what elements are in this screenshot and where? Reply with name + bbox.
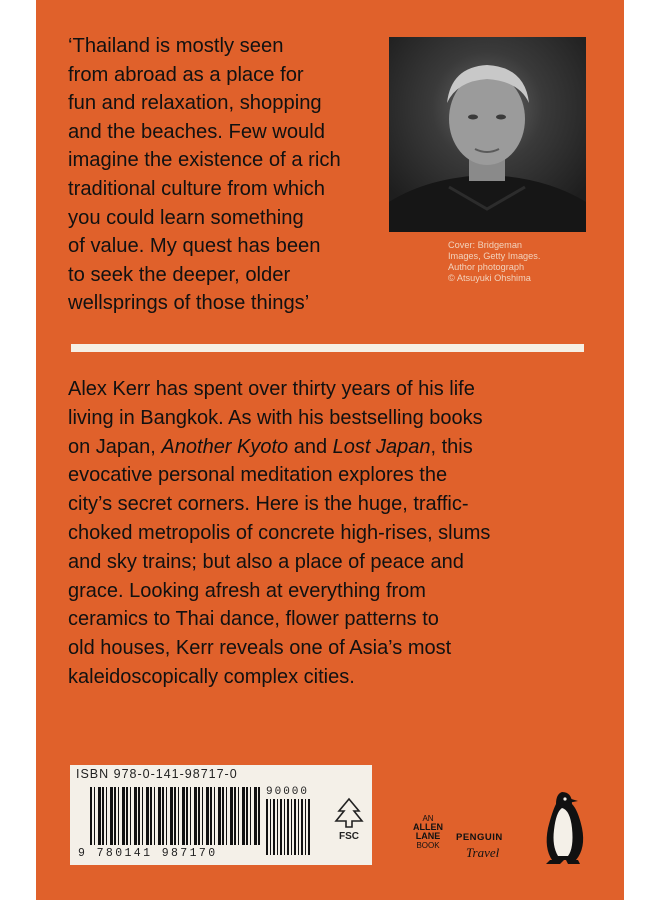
credit-line: Author photograph	[448, 262, 525, 272]
credit-line: Cover: Bridgeman	[448, 240, 523, 250]
blurb-text: , this	[430, 435, 473, 458]
quote-line: from abroad as a place for	[68, 63, 304, 86]
image-credits	[448, 240, 588, 284]
barcode-panel	[70, 765, 372, 865]
travel-series-label: Travel	[466, 845, 500, 860]
blurb-line: old houses, Kerr reveals one of Asia’s most	[68, 637, 452, 660]
allen-lane-imprint	[412, 814, 444, 850]
barcode-bars	[90, 787, 260, 845]
quote-line: of value. My quest has been	[68, 235, 321, 258]
blurb-line: city’s secret corners. Here is the huge, traffic-	[68, 493, 469, 516]
author-portrait-image	[389, 37, 586, 232]
blurb-text: and	[288, 435, 333, 458]
book-description	[68, 375, 598, 692]
price-code-bars	[266, 799, 312, 855]
book-title-another-kyoto: Another Kyoto	[161, 435, 289, 458]
imprint-allen: ALLEN	[413, 822, 443, 832]
blurb-line: Alex Kerr has spent over thirty years of his life	[68, 378, 475, 400]
imprint-lane: LANE	[415, 831, 441, 841]
blurb-line: choked metropolis of concrete high-rises, slums	[68, 521, 491, 544]
author-photo	[389, 37, 586, 232]
book-title-lost-japan: Lost Japan	[332, 435, 431, 458]
pull-quote	[68, 32, 388, 318]
quote-line: imagine the existence of a rich	[68, 149, 341, 172]
fsc-logo-icon	[332, 797, 366, 841]
divider-rule	[71, 344, 584, 352]
penguin-logo-icon	[540, 788, 588, 866]
quote-line: and the beaches. Few would	[68, 120, 325, 143]
book-back-cover	[36, 0, 624, 900]
quote-line: fun and relaxation, shopping	[68, 92, 322, 115]
quote-line: wellsprings of those things’	[68, 292, 310, 315]
fsc-label: FSC	[339, 831, 359, 841]
blurb-line: grace. Looking afresh at everything from	[68, 579, 426, 602]
blurb-line: and sky trains; but also a place of peace and	[68, 550, 464, 573]
credit-line: © Atsuyuki Ohshima	[448, 273, 531, 283]
blurb-text: on Japan,	[68, 435, 162, 458]
credit-line: Images, Getty Images.	[448, 251, 541, 261]
blurb-line: ceramics to Thai dance, flower patterns to	[68, 608, 439, 631]
imprint-book: BOOK	[416, 841, 440, 850]
isbn-label: ISBN 978-0-141-98717-0	[76, 767, 238, 781]
blurb-line: evocative personal meditation explores the	[68, 464, 448, 487]
quote-line: ‘Thailand is mostly seen	[68, 35, 284, 57]
quote-line: traditional culture from which	[68, 177, 325, 200]
quote-line: to seek the deeper, older	[68, 263, 291, 286]
penguin-wordmark: PENGUIN	[456, 832, 503, 843]
price-code: 90000	[266, 786, 310, 798]
imprint-an: AN	[422, 814, 434, 823]
blurb-line: living in Bangkok. As with his bestselling books	[68, 406, 483, 429]
quote-line: you could learn something	[68, 206, 304, 229]
blurb-line: kaleidoscopically complex cities.	[68, 665, 355, 688]
barcode-digits: 9 780141 987170	[78, 847, 218, 860]
